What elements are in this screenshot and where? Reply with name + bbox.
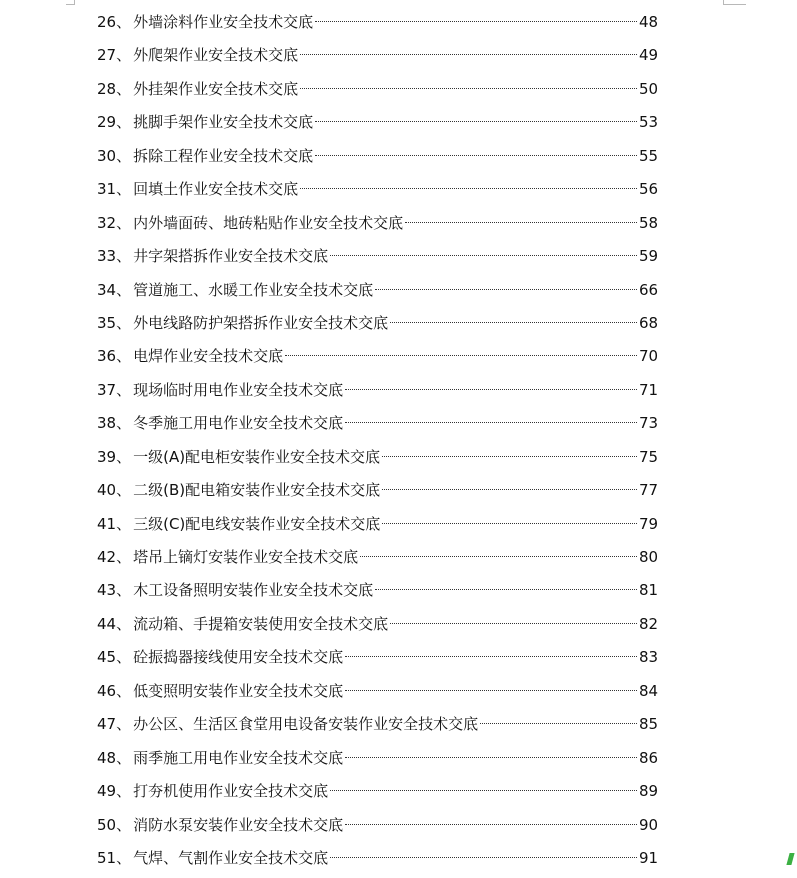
toc-entry[interactable] xyxy=(97,340,657,373)
toc-entry-page: 77 xyxy=(639,481,659,500)
toc-entry-title: 二级(B)配电箱安装作业安全技术交底 xyxy=(133,481,381,500)
toc-entry-number: 43、 xyxy=(97,581,132,600)
table-of-contents xyxy=(97,6,657,875)
toc-dot-leader xyxy=(345,690,637,691)
toc-entry[interactable] xyxy=(97,207,657,240)
toc-entry-number: 31、 xyxy=(97,180,132,199)
toc-entry[interactable] xyxy=(97,708,657,741)
toc-entry[interactable] xyxy=(97,474,657,507)
toc-dot-leader xyxy=(345,757,637,758)
toc-entry[interactable] xyxy=(97,106,657,139)
toc-entry-number: 37、 xyxy=(97,380,132,399)
toc-entry-title: 消防水泵安装作业安全技术交底 xyxy=(133,815,344,834)
toc-entry[interactable] xyxy=(97,675,657,708)
toc-entry-title: 管道施工、水暖工作业安全技术交底 xyxy=(133,280,374,299)
toc-entry-number: 49、 xyxy=(97,782,132,801)
toc-dot-leader xyxy=(345,422,637,423)
toc-dot-leader xyxy=(315,121,637,122)
toc-entry-title: 砼振捣器接线使用安全技术交底 xyxy=(133,648,344,667)
green-edge-mark xyxy=(786,853,794,865)
toc-entry-number: 36、 xyxy=(97,347,132,366)
toc-entry-page: 89 xyxy=(639,782,659,801)
toc-dot-leader xyxy=(360,556,637,557)
toc-entry-page: 81 xyxy=(639,581,659,600)
toc-entry-number: 50、 xyxy=(97,815,132,834)
toc-dot-leader xyxy=(300,88,637,89)
toc-entry-title: 一级(A)配电柜安装作业安全技术交底 xyxy=(133,447,381,466)
toc-entry-page: 84 xyxy=(639,681,659,700)
toc-entry-page: 70 xyxy=(639,347,659,366)
toc-entry-number: 47、 xyxy=(97,715,132,734)
toc-dot-leader xyxy=(330,255,637,256)
toc-entry[interactable] xyxy=(97,809,657,842)
toc-entry-title: 外墙涂料作业安全技术交底 xyxy=(133,13,314,31)
toc-entry-page: 75 xyxy=(639,447,659,466)
toc-entry-number: 41、 xyxy=(97,514,132,533)
toc-entry-page: 73 xyxy=(639,414,659,433)
toc-dot-leader xyxy=(345,389,637,390)
toc-entry-number: 39、 xyxy=(97,447,132,466)
toc-entry-number: 40、 xyxy=(97,481,132,500)
toc-entry-page: 56 xyxy=(639,180,659,199)
toc-dot-leader xyxy=(390,623,637,624)
toc-entry-title: 回填土作业安全技术交底 xyxy=(133,180,299,199)
toc-entry-page: 49 xyxy=(639,46,659,65)
toc-entry[interactable] xyxy=(97,742,657,775)
toc-entry-number: 42、 xyxy=(97,548,132,566)
toc-entry-number: 33、 xyxy=(97,247,132,266)
toc-dot-leader xyxy=(330,790,637,791)
toc-entry-title: 打夯机使用作业安全技术交底 xyxy=(133,782,329,801)
toc-entry-title: 拆除工程作业安全技术交底 xyxy=(133,146,314,165)
toc-entry-number: 30、 xyxy=(97,146,132,165)
toc-entry-number: 38、 xyxy=(97,414,132,433)
toc-entry-page: 48 xyxy=(639,13,659,31)
toc-dot-leader xyxy=(375,589,637,590)
toc-entry-number: 44、 xyxy=(97,614,132,633)
toc-entry-title: 外爬架作业安全技术交底 xyxy=(133,46,299,65)
toc-entry-title: 三级(C)配电线安装作业安全技术交底 xyxy=(133,514,381,533)
toc-entry-number: 27、 xyxy=(97,46,132,65)
toc-entry-page: 71 xyxy=(639,380,659,399)
toc-entry-title: 流动箱、手提箱安装使用安全技术交底 xyxy=(133,614,389,633)
toc-dot-leader xyxy=(300,54,637,55)
toc-entry-title: 雨季施工用电作业安全技术交底 xyxy=(133,748,344,767)
toc-entry-page: 59 xyxy=(639,247,659,266)
toc-entry[interactable] xyxy=(97,574,657,607)
toc-entry-number: 32、 xyxy=(97,213,132,232)
toc-entry-number: 35、 xyxy=(97,313,132,332)
toc-entry-number: 28、 xyxy=(97,79,132,98)
toc-entry[interactable] xyxy=(97,39,657,72)
toc-entry[interactable] xyxy=(97,307,657,340)
toc-entry-title: 电焊作业安全技术交底 xyxy=(133,347,284,366)
toc-entry-title: 现场临时用电作业安全技术交底 xyxy=(133,380,344,399)
toc-entry-page: 83 xyxy=(639,648,659,667)
crop-mark-right xyxy=(723,0,746,5)
toc-entry-page: 66 xyxy=(639,280,659,299)
toc-entry-title: 挑脚手架作业安全技术交底 xyxy=(133,113,314,132)
toc-entry[interactable] xyxy=(97,240,657,273)
toc-dot-leader xyxy=(405,222,637,223)
toc-entry-page: 91 xyxy=(639,848,659,867)
toc-entry-number: 29、 xyxy=(97,113,132,132)
toc-entry-title: 办公区、生活区食堂用电设备安装作业安全技术交底 xyxy=(133,715,479,734)
toc-dot-leader xyxy=(390,322,637,323)
toc-entry[interactable] xyxy=(97,173,657,206)
toc-entry[interactable] xyxy=(97,842,657,875)
toc-entry[interactable] xyxy=(97,274,657,307)
toc-entry-title: 低变照明安装作业安全技术交底 xyxy=(133,681,344,700)
toc-dot-leader xyxy=(345,824,637,825)
toc-entry-page: 80 xyxy=(639,548,659,566)
toc-entry[interactable] xyxy=(97,6,657,39)
toc-dot-leader xyxy=(300,188,637,189)
toc-entry-title: 井字架搭拆作业安全技术交底 xyxy=(133,247,329,266)
toc-dot-leader xyxy=(382,523,637,524)
toc-entry-title: 木工设备照明安装作业安全技术交底 xyxy=(133,581,374,600)
toc-entry-page: 90 xyxy=(639,815,659,834)
toc-dot-leader xyxy=(285,355,637,356)
toc-entry-page: 82 xyxy=(639,614,659,633)
toc-dot-leader xyxy=(375,289,637,290)
toc-entry[interactable] xyxy=(97,608,657,641)
toc-entry-page: 86 xyxy=(639,748,659,767)
toc-dot-leader xyxy=(345,656,637,657)
toc-entry-title: 冬季施工用电作业安全技术交底 xyxy=(133,414,344,433)
toc-entry-page: 50 xyxy=(639,79,659,98)
toc-entry-page: 68 xyxy=(639,313,659,332)
toc-entry[interactable] xyxy=(97,508,657,541)
toc-dot-leader xyxy=(315,21,637,22)
toc-entry[interactable] xyxy=(97,775,657,808)
toc-entry[interactable] xyxy=(97,441,657,474)
toc-entry-number: 51、 xyxy=(97,848,132,867)
toc-entry-title: 外电线路防护架搭拆作业安全技术交底 xyxy=(133,313,389,332)
toc-entry-title: 内外墙面砖、地砖粘贴作业安全技术交底 xyxy=(133,213,404,232)
toc-dot-leader xyxy=(382,489,637,490)
toc-entry-title: 塔吊上镝灯安装作业安全技术交底 xyxy=(133,548,359,566)
toc-entry-page: 55 xyxy=(639,146,659,165)
toc-entry-page: 58 xyxy=(639,213,659,232)
toc-entry-title: 气焊、气割作业安全技术交底 xyxy=(133,848,329,867)
toc-dot-leader xyxy=(480,723,637,724)
toc-dot-leader xyxy=(315,155,637,156)
toc-entry-number: 34、 xyxy=(97,280,132,299)
toc-entry[interactable] xyxy=(97,641,657,674)
toc-entry-number: 48、 xyxy=(97,748,132,767)
toc-entry-number: 46、 xyxy=(97,681,132,700)
toc-entry[interactable] xyxy=(97,407,657,440)
toc-entry[interactable] xyxy=(97,374,657,407)
crop-mark-left xyxy=(66,0,75,5)
toc-entry-title: 外挂架作业安全技术交底 xyxy=(133,79,299,98)
toc-entry[interactable] xyxy=(97,140,657,173)
toc-entry-number: 45、 xyxy=(97,648,132,667)
toc-entry-number: 26、 xyxy=(97,13,132,31)
toc-entry-page: 85 xyxy=(639,715,659,734)
toc-entry-page: 53 xyxy=(639,113,659,132)
toc-entry-page: 79 xyxy=(639,514,659,533)
toc-entry[interactable] xyxy=(97,541,657,574)
toc-dot-leader xyxy=(330,857,637,858)
toc-dot-leader xyxy=(382,456,637,457)
toc-entry[interactable] xyxy=(97,73,657,106)
